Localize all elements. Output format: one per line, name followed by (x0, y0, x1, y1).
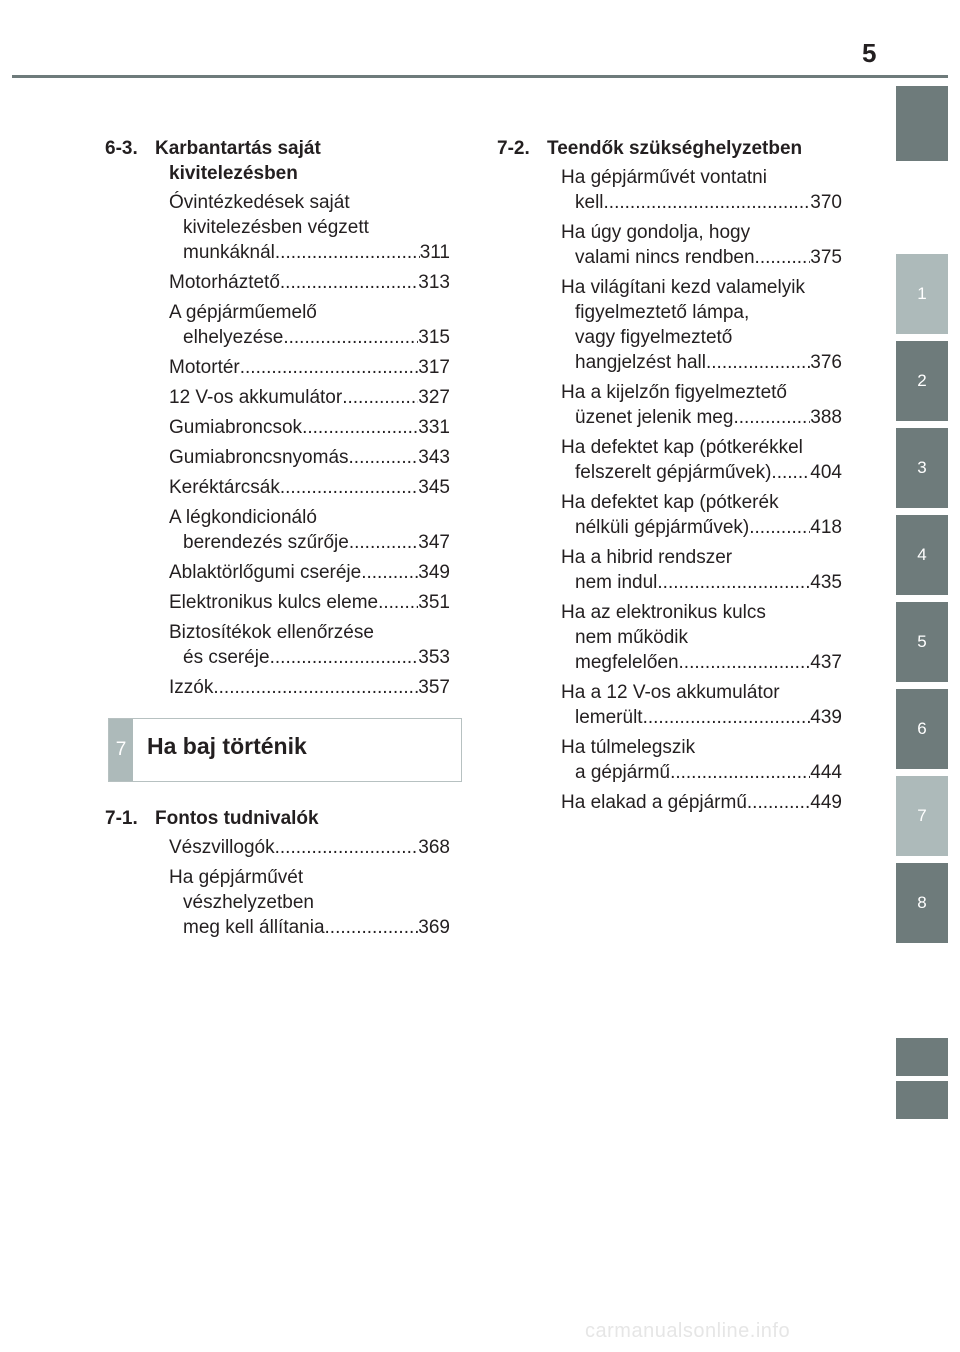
toc-page-number: 375 (810, 247, 842, 268)
toc-entry-title: hangjelzést hall... (575, 352, 722, 373)
toc-page-number: 357 (418, 677, 450, 698)
dot-leader (275, 240, 420, 265)
dot-leader (280, 270, 418, 295)
toc-entry-title: Motorháztető (169, 272, 280, 293)
watermark: carmanualsonline.info (585, 1320, 791, 1342)
toc-entry-title: A gépjárműemelő (169, 302, 317, 323)
toc-entry-title: Ha defektet kap (pótkerék (561, 492, 779, 513)
chapter-tab-4[interactable]: 4 (896, 515, 948, 595)
toc-entry-title: felszerelt gépjárművek) (575, 462, 772, 483)
toc-page-number: 439 (810, 707, 842, 728)
dot-leader (342, 385, 418, 410)
toc-entry[interactable] (155, 475, 450, 500)
toc-page-number: 317 (418, 357, 450, 378)
dot-leader (643, 705, 811, 730)
toc-page-number: 376 (810, 352, 842, 373)
chapter-heading-box (108, 718, 462, 782)
chapter-tab-6[interactable]: 6 (896, 689, 948, 769)
toc-entry-title: Ha a hibrid rendszer (561, 547, 733, 568)
toc-entry-title: Elektronikus kulcs eleme (169, 592, 379, 613)
toc-entry-title: Gumiabroncsnyomás (169, 447, 349, 468)
toc-entry[interactable] (155, 560, 450, 585)
toc-entry-title: A légkondicionáló (169, 507, 317, 528)
dot-leader (213, 675, 418, 700)
toc-entry-title: Ha gépjárművét (169, 867, 304, 888)
dot-leader (771, 460, 810, 485)
toc-entry-title: Biztosítékok ellenőrzése (169, 622, 374, 643)
toc-entry[interactable] (155, 445, 450, 470)
toc-page-number: 449 (810, 792, 842, 813)
toc-entry[interactable] (547, 680, 842, 730)
toc-page-number: 435 (810, 572, 842, 593)
toc-entry-title: Ha világítani kezd valamelyik (561, 277, 805, 298)
toc-entry[interactable] (547, 435, 842, 485)
dot-leader (604, 190, 811, 215)
toc-entry[interactable] (155, 620, 450, 670)
toc-entry[interactable] (547, 165, 842, 215)
chapter-tab-7[interactable]: 7 (896, 776, 948, 856)
toc-entry-title: nélküli gépjárművek) (575, 517, 750, 538)
toc-page-number: 404 (810, 462, 842, 483)
toc-page-number: 327 (418, 387, 450, 408)
dot-leader (325, 915, 419, 940)
toc-entry-title: figyelmeztető lámpa, (575, 302, 750, 323)
dot-leader (270, 645, 419, 670)
dot-leader (679, 650, 811, 675)
toc-page-number: 347 (418, 532, 450, 553)
toc-entry-title: Ha a 12 V-os akkumulátor (561, 682, 780, 703)
toc-page-number: 437 (810, 652, 842, 673)
dot-leader (722, 350, 810, 375)
section-number: 7-1. (105, 808, 138, 829)
toc-entry[interactable] (155, 590, 450, 615)
dot-leader (302, 415, 418, 440)
dot-leader (755, 245, 811, 270)
chapter-tab-2[interactable]: 2 (896, 341, 948, 421)
toc-entry-title: vészhelyzetben (183, 892, 314, 913)
toc-entry-title: Ha gépjárművét vontatni (561, 167, 767, 188)
chapter-tab-blank[interactable] (896, 86, 948, 161)
toc-entry-title: nem indul (575, 572, 658, 593)
toc-entry-title: Ha defektet kap (pótkerékkel (561, 437, 803, 458)
chapter-tab-5[interactable]: 5 (896, 602, 948, 682)
toc-entry-title: Gumiabroncsok (169, 417, 303, 438)
toc-entry-title: kell (575, 192, 604, 213)
chapter-tab-blank[interactable] (896, 1038, 948, 1076)
toc-entry[interactable] (155, 415, 450, 440)
dot-leader (670, 760, 810, 785)
toc-entry-title: Ha túlmelegszik (561, 737, 696, 758)
toc-entry-title: Ha az elektronikus kulcs (561, 602, 766, 623)
toc-entry-title: Óvintézkedések saját (169, 192, 350, 213)
toc-entry-title: Izzók (169, 677, 214, 698)
dot-leader (240, 355, 419, 380)
toc-entry[interactable] (155, 675, 450, 700)
toc-entry-title: Ablaktörlőgumi cseréje (169, 562, 362, 583)
dot-leader (275, 835, 419, 860)
dot-leader (283, 325, 418, 350)
toc-page-number: 388 (810, 407, 842, 428)
dot-leader (349, 530, 418, 555)
left-column (105, 136, 450, 705)
toc-entry-title: Keréktárcsák (169, 477, 280, 498)
toc-entry[interactable] (547, 490, 842, 540)
dot-leader (349, 445, 419, 470)
right-column (497, 136, 842, 820)
toc-page-number: 343 (418, 447, 450, 468)
chapter-tab-8[interactable]: 8 (896, 863, 948, 943)
toc-entry-title: berendezés szűrője (183, 532, 349, 553)
dot-leader (361, 560, 418, 585)
toc-entry-title: lemerült (575, 707, 643, 728)
left-column-lower (105, 806, 450, 945)
toc-entry[interactable] (155, 835, 450, 860)
toc-entry[interactable] (547, 735, 842, 785)
toc-page-number: 369 (418, 917, 450, 938)
toc-entry-title: Vészvillogók (169, 837, 275, 858)
toc-page-number: 313 (418, 272, 450, 293)
dot-leader (280, 475, 418, 500)
toc-page-number: 351 (418, 592, 450, 613)
toc-entry-title: üzenet jelenik meg (575, 407, 734, 428)
toc-entry-title: kivitelezésben végzett (183, 217, 369, 238)
toc-entry-title: munkáknál (183, 242, 275, 263)
toc-entry[interactable] (155, 385, 450, 410)
section-heading (105, 806, 450, 831)
toc-page-number: 345 (418, 477, 450, 498)
dot-leader (749, 515, 810, 540)
toc-page-number: 331 (418, 417, 450, 438)
chapter-tab-blank[interactable] (896, 1081, 948, 1119)
toc-entry-title: valami nincs rendben (575, 247, 755, 268)
toc-entry-title: elhelyezése (183, 327, 284, 348)
toc-entry-title: nem működik (575, 627, 688, 648)
section-heading (497, 136, 842, 161)
toc-entry-title: Ha a kijelzőn figyelmeztető (561, 382, 787, 403)
toc-entry[interactable] (155, 190, 450, 265)
section-heading (105, 136, 450, 186)
chapter-title: Ha baj történik (147, 733, 307, 759)
chapter-tab-3[interactable]: 3 (896, 428, 948, 508)
toc-page-number: 315 (418, 327, 450, 348)
toc-entry[interactable] (547, 600, 842, 675)
dot-leader (733, 405, 810, 430)
section-title: Teendők szükséghelyzetben (547, 138, 803, 159)
toc-page-number: 368 (418, 837, 450, 858)
toc-entry-title: és cseréje (183, 647, 270, 668)
toc-page-number: 444 (810, 762, 842, 783)
toc-page-number: 370 (810, 192, 842, 213)
section-number: 6-3. (105, 138, 138, 159)
toc-entry-title: megfelelően (575, 652, 679, 673)
toc-entry-title: a gépjármű (575, 762, 671, 783)
toc-entry[interactable] (155, 270, 450, 295)
toc-entry-title: meg kell állítania (183, 917, 325, 938)
section-number: 7-2. (497, 138, 530, 159)
toc-entry[interactable] (547, 220, 842, 270)
toc-entry[interactable] (547, 275, 842, 375)
toc-entry[interactable] (155, 300, 450, 350)
toc-page-number: 353 (418, 647, 450, 668)
section-title: Karbantartás saját (155, 138, 321, 159)
toc-entry-title: 12 V-os akkumulátor (169, 387, 343, 408)
header-rule (12, 75, 948, 78)
toc-entry-title: vagy figyelmeztető (575, 327, 733, 348)
section-title: Fontos tudnivalók (155, 808, 319, 829)
toc-page-number: 311 (419, 242, 450, 263)
toc-entry[interactable] (155, 505, 450, 555)
chapter-number: 7 (109, 719, 133, 781)
toc-entry[interactable] (547, 545, 842, 595)
toc-entry-title: Ha úgy gondolja, hogy (561, 222, 751, 243)
toc-entry[interactable] (155, 355, 450, 380)
toc-page-number: 418 (810, 517, 842, 538)
toc-entry[interactable] (155, 865, 450, 940)
toc-entry[interactable] (547, 790, 842, 815)
toc-entry[interactable] (547, 380, 842, 430)
section-title: kivitelezésben (169, 163, 298, 184)
dot-leader (378, 590, 418, 615)
chapter-tab-1[interactable]: 1 (896, 254, 948, 334)
toc-page-number: 349 (418, 562, 450, 583)
dot-leader (657, 570, 810, 595)
toc-entry-title: Motortér (169, 357, 240, 378)
toc-entry-title: Ha elakad a gépjármű (561, 792, 747, 813)
dot-leader (747, 790, 810, 815)
page-number: 5 (862, 38, 877, 68)
